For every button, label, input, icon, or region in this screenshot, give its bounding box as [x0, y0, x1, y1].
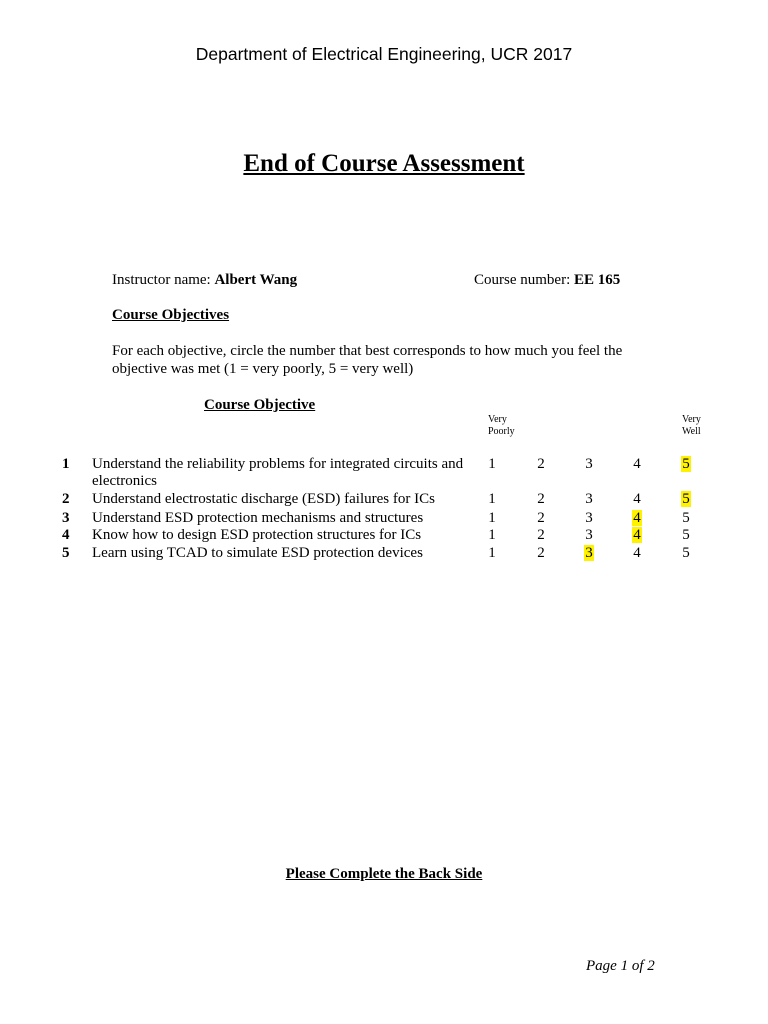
scale-low-line-2: Poorly [488, 426, 515, 437]
rating-4[interactable] [627, 456, 647, 473]
section-heading: Course Objectives [112, 307, 230, 323]
rating-value: 1 [488, 510, 496, 526]
row-number: 3 [62, 510, 70, 526]
scale-high-label [682, 414, 701, 438]
rating-value: 5 [682, 510, 690, 526]
rating-value: 5 [682, 545, 690, 561]
back-side-note: Please Complete the Back Side [285, 866, 483, 882]
rating-value: 3 [585, 456, 593, 472]
row-number: 2 [62, 491, 70, 507]
course-number-line [474, 272, 620, 289]
scale-high-line-1: Very [682, 414, 701, 425]
rating-3[interactable] [579, 456, 599, 473]
rating-value: 3 [585, 491, 593, 507]
rating-5[interactable] [676, 491, 696, 508]
objective-text: Understand electrostatic discharge (ESD) failures for ICs [92, 491, 435, 507]
rating-4[interactable] [627, 510, 647, 527]
rating-value: 5 [682, 527, 690, 543]
rating-1[interactable] [482, 510, 502, 527]
rating-value-selected: 4 [633, 527, 641, 543]
rating-value: 3 [585, 527, 593, 543]
objective-text: Understand ESD protection mechanisms and structures [92, 510, 424, 526]
rating-3[interactable] [579, 545, 599, 562]
rating-value-selected: 4 [633, 510, 641, 526]
rating-1[interactable] [482, 545, 502, 562]
scale-high-line-2: Well [682, 426, 701, 437]
row-number: 1 [62, 456, 70, 472]
course-number-value: EE 165 [573, 272, 621, 288]
department-header: Department of Electrical Engineering, UCR 2017 [195, 44, 573, 64]
document-title: End of Course Assessment [243, 150, 525, 177]
rating-5[interactable] [676, 545, 696, 562]
rating-3[interactable] [579, 510, 599, 527]
rating-value: 2 [537, 510, 545, 526]
rating-5[interactable] [676, 456, 696, 473]
row-number: 5 [62, 545, 70, 561]
rating-4[interactable] [627, 527, 647, 544]
page-number: Page 1 of 2 [586, 958, 655, 974]
scale-low-label [488, 414, 515, 438]
rating-value: 2 [537, 456, 545, 472]
rating-4[interactable] [627, 545, 647, 562]
rating-2[interactable] [531, 456, 551, 473]
rating-2[interactable] [531, 545, 551, 562]
objective-column-header: Course Objective [204, 397, 316, 413]
objective-text: Understand the reliability problems for integrated circuits and electronics [92, 456, 464, 489]
instructor-name: Albert Wang [214, 272, 298, 288]
instructions-line-1: For each objective, circle the number that best corresponds to how much you feel the [112, 343, 623, 359]
rating-value: 2 [537, 545, 545, 561]
rating-value: 4 [633, 491, 641, 507]
course-number-label: Course number: [474, 272, 571, 288]
rating-1[interactable] [482, 527, 502, 544]
rating-1[interactable] [482, 456, 502, 473]
instructor-label: Instructor name: [112, 272, 211, 288]
rating-4[interactable] [627, 491, 647, 508]
rating-2[interactable] [531, 491, 551, 508]
instructor-line [112, 272, 297, 289]
rating-value: 2 [537, 527, 545, 543]
rating-1[interactable] [482, 491, 502, 508]
instructions-line-2: objective was met (1 = very poorly, 5 = very well) [112, 361, 414, 377]
rating-value: 3 [585, 510, 593, 526]
objective-text: Know how to design ESD protection structures for ICs [92, 527, 422, 543]
objective-text: Learn using TCAD to simulate ESD protection devices [92, 545, 423, 561]
scale-low-line-1: Very [488, 414, 507, 425]
rating-2[interactable] [531, 527, 551, 544]
rating-3[interactable] [579, 527, 599, 544]
rating-value-selected: 5 [682, 456, 690, 472]
rating-value: 1 [488, 527, 496, 543]
rating-3[interactable] [579, 491, 599, 508]
rating-value-selected: 5 [682, 491, 690, 507]
rating-5[interactable] [676, 527, 696, 544]
rating-value: 1 [488, 456, 496, 472]
row-number: 4 [62, 527, 70, 543]
rating-2[interactable] [531, 510, 551, 527]
rating-value: 4 [633, 545, 641, 561]
rating-5[interactable] [676, 510, 696, 527]
rating-value: 4 [633, 456, 641, 472]
rating-value: 1 [488, 491, 496, 507]
rating-value: 2 [537, 491, 545, 507]
rating-value-selected: 3 [585, 545, 593, 561]
rating-value: 1 [488, 545, 496, 561]
